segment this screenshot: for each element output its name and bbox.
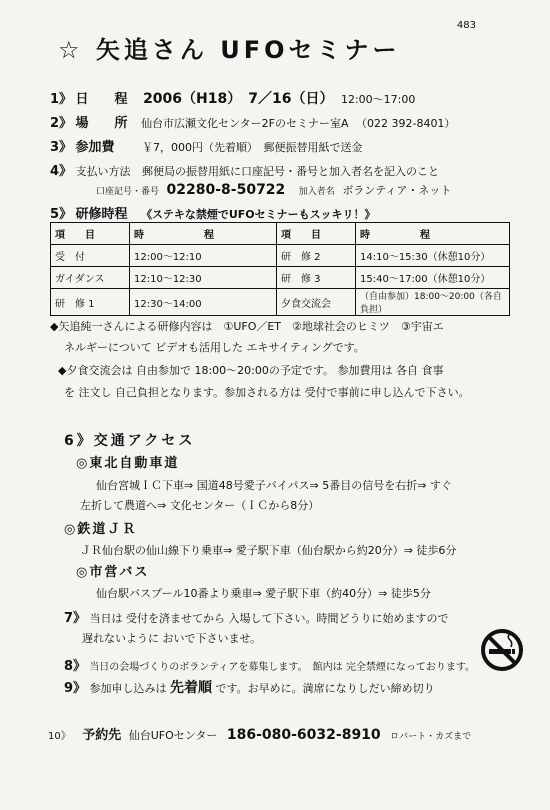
schedule-cell: 12:00〜12:10 [130, 245, 277, 267]
schedule-cell: 12:10〜12:30 [130, 267, 277, 289]
schedule-row [51, 245, 510, 267]
item-9-text-b: 先着順 [170, 680, 213, 696]
access-car-title: ◎東北自動車道 [76, 456, 180, 471]
item-9-num: 9》 [64, 681, 87, 696]
schedule-row [51, 289, 510, 316]
item-7-num: 7》 [64, 611, 87, 626]
schedule-cell: 12:30〜14:00 [130, 289, 277, 316]
schedule-cell: ガイダンス [51, 267, 130, 289]
item-payment [50, 160, 439, 179]
schedule-cell: 研 修 1 [51, 289, 130, 316]
item-workshop [50, 203, 376, 222]
access-rail-line: ＪＲ仙台駅の仙山線下り乗車⇒ 愛子駅下車（仙台駅から約20分）⇒ 徒歩6分 [80, 544, 457, 557]
item-7-text-cont: 遅れないように おいで下さいませ。 [82, 632, 262, 645]
item-date-num: 1》 [50, 92, 73, 107]
schedule-cell: 研 修 3 [277, 267, 356, 289]
item-fee-value: ￥7，000円（先着順） 郵便振替用紙で送金 [142, 141, 363, 154]
schedule-header-cell: 時 程 [130, 223, 277, 245]
payment-account [96, 182, 451, 198]
item-9 [64, 677, 435, 697]
item-workshop-label: 研修時程 [75, 207, 128, 222]
item-10-label: 予約先 [82, 728, 122, 743]
access-bus-title: ◎市営バス [76, 565, 150, 580]
item-fee-label: 参加費 [75, 140, 115, 155]
note-line: を 注文し 自己負担となります。参加される方は 受付で事前に申し込んで下さい。 [64, 386, 470, 399]
item-place [50, 112, 455, 131]
schedule-row [51, 267, 510, 289]
item-fee [50, 136, 363, 155]
item-8-text: 当日の会場づくりのボランティアを募集します。 館内は 完全禁煙になっております。 [89, 662, 476, 673]
schedule-cell: 研 修 2 [277, 245, 356, 267]
item-10-tel: 186-080-6032-8910 [226, 727, 381, 743]
account-name-label: 加入者名 [298, 187, 335, 197]
access-rail-title: ◎鉄道ＪＲ [64, 522, 138, 537]
item-9-text-c: です。お早めに。満席になりしだい締め切り [215, 682, 435, 695]
no-smoking-icon [480, 628, 524, 672]
item-fee-num: 3》 [50, 140, 73, 155]
item-date-label: 日 程 [75, 92, 128, 107]
note-line: ネルギーについて ビデオも活用した エキサイティングです。 [64, 341, 365, 354]
schedule-header-row [51, 223, 510, 245]
page-title: ☆ 矢追さん UFOセミナー [58, 36, 401, 64]
access-heading: 6》交通アクセス [64, 433, 196, 449]
item-8 [64, 655, 475, 674]
item-place-tel: （022 392-8401） [355, 117, 456, 130]
schedule-header-cell: 時 程 [356, 223, 510, 245]
page-number: 483 [456, 20, 476, 31]
account-name: ボランティア・ネット [342, 184, 452, 197]
schedule-table [50, 222, 510, 316]
account-label: 口座記号・番号 [96, 187, 160, 197]
schedule-header-cell: 項 目 [51, 223, 130, 245]
schedule-cell: 15:40〜17:00（休憩10分） [356, 267, 510, 289]
item-10-org: 仙台UFOセンター [128, 729, 218, 742]
item-payment-num: 4》 [50, 164, 73, 179]
note-line: ◆矢追純一さんによる研修内容は ①UFO／ET ②地球社会のヒミツ ③宇宙エ [50, 320, 444, 333]
item-8-num: 8》 [64, 659, 87, 674]
access-car-line: 左折して農道へ⇒ 文化センター（ＩＣから8分） [80, 499, 320, 512]
note-line: ◆夕食交流会は 自由参加で 18:00〜20:00の予定です。 参加費用は 各自 食事 [58, 364, 444, 377]
item-date [50, 88, 415, 108]
item-date-value: 2006（H18） 7／16（日） [143, 91, 334, 107]
item-place-num: 2》 [50, 116, 73, 131]
item-7-text: 当日は 受付を済ませてから 入場して下さい。時間どうりに始めますので [89, 612, 449, 625]
item-date-time: 12:00〜17:00 [340, 93, 416, 106]
schedule-cell: 受 付 [51, 245, 130, 267]
item-workshop-num: 5》 [50, 207, 73, 222]
item-9-text-a: 参加申し込みは [89, 682, 167, 695]
item-7 [64, 607, 449, 626]
item-10-num: 10》 [48, 731, 71, 742]
item-payment-value: 郵便局の振替用紙に口座記号・番号と加入者名を記入のこと [142, 165, 440, 178]
schedule-cell: 14:10〜15:30（休憩10分） [356, 245, 510, 267]
item-place-label: 場 所 [75, 116, 128, 131]
item-place-value: 仙台市広瀬文化センター2Fのセミナー室A [141, 117, 349, 130]
item-workshop-tagline: 《ステキな禁煙でUFOセミナーもスッキリ！》 [141, 208, 376, 221]
schedule-header-cell: 項 目 [277, 223, 356, 245]
access-bus-line: 仙台駅バスプール10番より乗車⇒ 愛子駅下車（約40分）⇒ 徒歩5分 [96, 587, 431, 600]
item-payment-label: 支払い方法 [75, 165, 131, 178]
access-car-line: 仙台宮城ＩＣ下車⇒ 国道48号愛子バイパス⇒ 5番目の信号を右折⇒ すぐ [96, 479, 452, 492]
item-10 [48, 724, 471, 743]
item-10-note: ロバート・カズまで [390, 732, 472, 742]
account-number: 02280-8-50722 [166, 182, 286, 198]
schedule-cell: （自由参加）18:00〜20:00（各自負担） [356, 289, 510, 316]
schedule-cell: 夕食交流会 [277, 289, 356, 316]
